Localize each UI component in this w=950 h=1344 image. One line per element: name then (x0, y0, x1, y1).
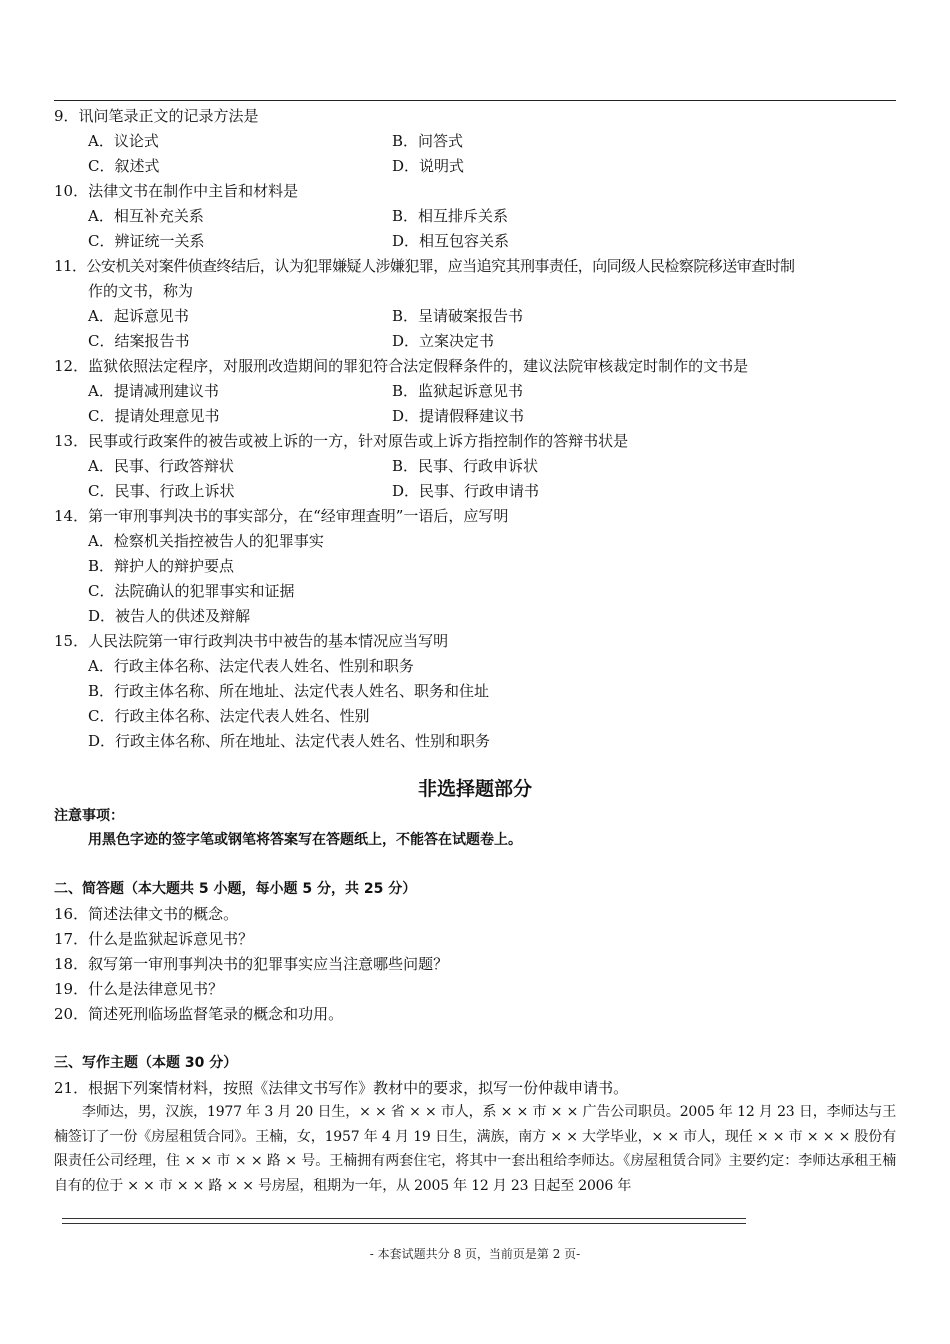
question-10-option-d: D．相互包容关系 (392, 232, 510, 250)
header-rule (54, 100, 896, 101)
question-10-option-b: B．相互排斥关系 (392, 207, 509, 225)
question-14-option-c: C．法院确认的犯罪事实和证据 (88, 582, 295, 600)
question-20: 20．简述死刑临场监督笔录的概念和功用。 (54, 1005, 344, 1023)
question-11-option-d: D．立案决定书 (392, 332, 495, 350)
question-14-stem: 14．第一审刑事判决书的事实部分，在“经审理查明”一语后，应写明 (54, 507, 509, 525)
question-19: 19．什么是法律意见书？ (54, 980, 224, 998)
footer-rule (62, 1218, 746, 1224)
question-18: 18．叙写第一审刑事判决书的犯罪事实应当注意哪些问题？ (54, 955, 449, 973)
question-12-stem: 12．监狱依照法定程序，对服刑改造期间的罪犯符合法定假释条件的，建议法院审核裁定时制作的文书是 (54, 357, 749, 375)
question-9-option-c: C．叙述式 (88, 157, 160, 175)
question-17: 17．什么是监狱起诉意见书？ (54, 930, 254, 948)
question-14-option-d: D．被告人的供述及辩解 (88, 607, 251, 625)
question-13-option-d: D．民事、行政申请书 (392, 482, 540, 500)
notice-text: 用黑色字迹的签字笔或钢笔将答案写在答题纸上，不能答在试题卷上。 (88, 832, 522, 848)
question-9-option-b: B．问答式 (392, 132, 464, 150)
writing-header: 三、写作主题（本题 30 分） (54, 1055, 238, 1071)
question-11-stem-continued: 作的文书，称为 (88, 282, 194, 300)
question-14-option-b: B．辩护人的辩护要点 (88, 557, 235, 575)
question-10-stem: 10．法律文书在制作中主旨和材料是 (54, 182, 299, 200)
section-title: 非选择题部分 (417, 778, 532, 800)
question-12-option-d: D．提请假释建议书 (392, 407, 525, 425)
question-13-option-c: C．民事、行政上诉状 (88, 482, 235, 500)
question-16: 16．简述法律文书的概念。 (54, 905, 239, 923)
question-14-option-a: A．检察机关指控被告人的犯罪事实 (88, 532, 324, 550)
question-9-option-a: A．议论式 (88, 132, 159, 150)
question-15-option-d: D．行政主体名称、所在地址、法定代表人姓名、性别和职务 (88, 732, 491, 750)
question-9-option-d: D．说明式 (392, 157, 465, 175)
question-11-option-c: C．结案报告书 (88, 332, 190, 350)
case-material-paragraph: 李师达，男，汉族，1977 年 3 月 20 日生，× × 省 × × 市人，系 × × 市 × × 广告公司职员。2005 年 12 月 23 日，李师达与王楠签订了一份《房屋租赁合同》。王楠，女，1957 年 4 月 19 日生，满族，南方 × × 大学毕业，× × 市人，现任 × × 市 × × × 股份有限责任公司经理，住 × × 市 × × 路 × 号。王楠拥有两套住宅，将其中一套出租给李师达。《房屋租赁合同》主要约定：李师达承租王楠自有的位于 × × 市 × × 路 × × 号房屋，租期为一年，从 2005 年 12 月 23 日起至 2006 年 (54, 1104, 896, 1194)
question-10-option-c: C．辨证统一关系 (88, 232, 205, 250)
page-footer: - 本套试题共分 8 页，当前页是第 2 页- (369, 1247, 581, 1261)
question-13-option-b: B．民事、行政申诉状 (392, 457, 539, 475)
question-13-option-a: A．民事、行政答辩状 (88, 457, 234, 475)
question-11-stem: 11．公安机关对案件侦查终结后，认为犯罪嫌疑人涉嫌犯罪，应当追究其刑事责任，向同级人民检察院移送审查时制 (54, 257, 795, 275)
question-12-option-a: A．提请减刑建议书 (88, 382, 219, 400)
question-13-stem: 13．民事或行政案件的被告或被上诉的一方，针对原告或上诉方指控制作的答辩书状是 (54, 432, 629, 450)
question-10-option-a: A．相互补充关系 (88, 207, 204, 225)
question-15-option-c: C．行政主体名称、法定代表人姓名、性别 (88, 707, 370, 725)
question-15-stem: 15．人民法院第一审行政判决书中被告的基本情况应当写明 (54, 632, 449, 650)
notice-label: 注意事项： (54, 808, 124, 824)
short-answer-header: 二、简答题（本大题共 5 小题，每小题 5 分，共 25 分） (54, 881, 417, 897)
question-9-stem: 9．讯问笔录正文的记录方法是 (54, 107, 259, 125)
question-12-option-c: C．提请处理意见书 (88, 407, 220, 425)
question-21-stem: 21．根据下列案情材料，按照《法律文书写作》教材中的要求，拟写一份仲裁申请书。 (54, 1079, 629, 1097)
question-11-option-a: A．起诉意见书 (88, 307, 189, 325)
question-15-option-b: B．行政主体名称、所在地址、法定代表人姓名、职务和住址 (88, 682, 490, 700)
question-12-option-b: B．监狱起诉意见书 (392, 382, 524, 400)
question-15-option-a: A．行政主体名称、法定代表人姓名、性别和职务 (88, 657, 414, 675)
question-11-option-b: B．呈请破案报告书 (392, 307, 524, 325)
